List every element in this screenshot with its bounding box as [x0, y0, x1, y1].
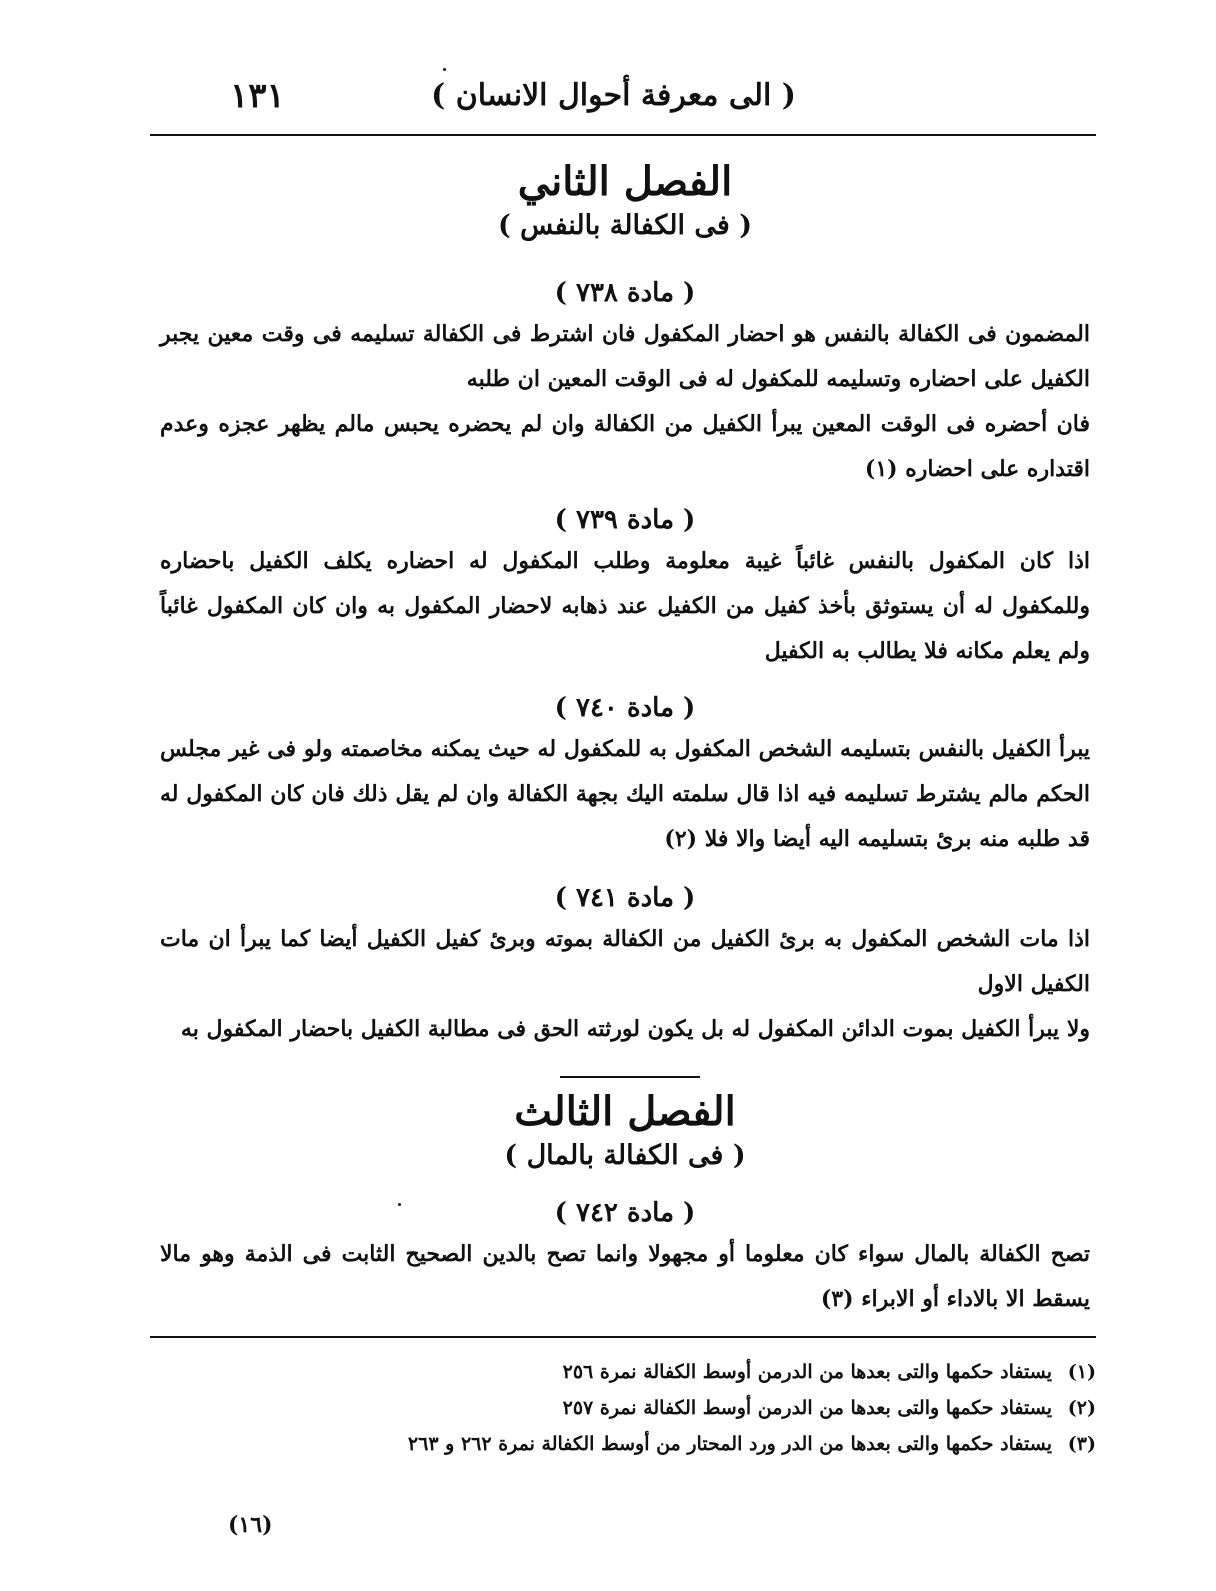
footnote-number: (٢)	[1067, 1397, 1096, 1419]
footnote	[150, 1354, 1096, 1390]
section-2-heading	[160, 160, 1090, 241]
section-3-title: الفصل الثالث	[514, 1088, 736, 1135]
header-title: ( الى معرفة أحوال الانسان )	[431, 78, 796, 113]
article-738	[160, 278, 1090, 492]
footnote-text: يستفاد حكمها والتى بعدها من الدرمن أوسط الكفالة نمرة ٢٥٧	[562, 1397, 1052, 1419]
running-header	[150, 72, 1096, 132]
signature-mark: (١٦)	[228, 1512, 273, 1538]
article-741	[160, 883, 1090, 1052]
section-2-title: الفصل الثاني	[517, 158, 733, 205]
article-739	[160, 505, 1090, 674]
page-number: ١٣١	[230, 76, 285, 116]
section-3-heading	[160, 1090, 1090, 1171]
header-rule	[150, 134, 1096, 136]
article-paragraph: فان أحضره فى الوقت المعين يبرأ الكفيل من الكفالة وان لم يحضره يحبس مالم يظهر عجزه وعدم اقتداره على احضاره (١)	[160, 411, 1090, 482]
article-heading: ( مادة ٧٣٩ )	[554, 505, 696, 535]
article-paragraph: يبرأ الكفيل بالنفس بتسليمه الشخص المكفول به للمكفول له حيث يمكنه مخاصمته ولو فى غير مجلس الحكم مالم يشترط تسليمه فيه اذا قال سلمته اليك بجهة الكفالة وان لم يقل ذلك فان كان المكفول له قد طلبه منه برئ بتسليمه اليه أيضا والا فلا (٢)	[160, 736, 1090, 852]
section-2-subtitle: ( فى الكفالة بالنفس )	[498, 210, 752, 241]
footnote-number: (١)	[1067, 1361, 1096, 1383]
article-paragraph: تصح الكفالة بالمال سواء كان معلوما أو مجهولا وانما تصح بالدين الصحيح الثابت فى الذمة وهو مالا يسقط الا بالاداء أو الابراء (٣)	[160, 1241, 1090, 1312]
article-paragraph: المضمون فى الكفالة بالنفس هو احضار المكفول فان اشترط فى الكفالة تسليمه فى وقت معين يجبر الكفيل على احضاره وتسليمه للمكفول له فى الوقت المعين ان طلبه	[160, 321, 1090, 392]
article-740	[160, 693, 1090, 862]
article-742	[160, 1198, 1090, 1322]
article-heading: ( مادة ٧٤٠ )	[554, 693, 696, 723]
print-speck	[443, 68, 446, 71]
article-paragraph: اذا كان المكفول بالنفس غائباً غيبة معلومة وطلب المكفول له احضاره يكلف الكفيل باحضاره وللمكفول له أن يستوثق بأخذ كفيل من الكفيل عند ذهابه لاحضار المكفول به وان كان المكفول غائباً ولم يعلم مكانه فلا يطالب به الكفيل	[160, 548, 1090, 664]
footnote	[150, 1390, 1096, 1426]
footnote-text: يستفاد حكمها والتى بعدها من الدر ورد المحتار من أوسط الكفالة نمرة ٢٦٢ و ٢٦٣	[407, 1433, 1052, 1455]
footnote-rule	[150, 1336, 1096, 1338]
article-paragraph: اذا مات الشخص المكفول به برئ الكفيل من الكفالة بموته وبرئ كفيل الكفيل أيضا كما يبرأ ان مات الكفيل الاول	[160, 926, 1090, 997]
article-paragraph: ولا يبرأ الكفيل بموت الدائن المكفول له بل يكون لورثته الحق فى مطالبة الكفيل باحضار المكفول به	[180, 1016, 1090, 1042]
article-heading: ( مادة ٧٤١ )	[554, 883, 696, 913]
article-heading: ( مادة ٧٤٢ )	[554, 1198, 696, 1228]
section-3-subtitle: ( فى الكفالة بالمال )	[504, 1140, 746, 1171]
section-divider	[560, 1076, 700, 1078]
footnote-number: (٣)	[1067, 1433, 1096, 1455]
footnotes	[150, 1354, 1096, 1462]
footnote-text: يستفاد حكمها والتى بعدها من الدرمن أوسط الكفالة نمرة ٢٥٦	[562, 1361, 1052, 1383]
footnote	[150, 1426, 1096, 1462]
article-heading: ( مادة ٧٣٨ )	[554, 278, 696, 308]
